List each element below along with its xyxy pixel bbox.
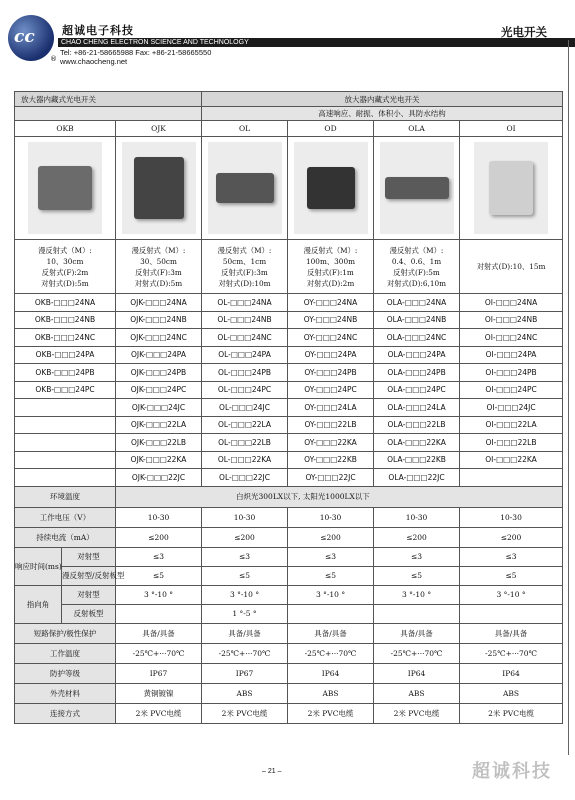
part-row [15,364,563,382]
range-line: 反射式(F):3m [221,267,268,277]
part-cell: OL-□□□22LB [202,434,288,452]
group-left-blank [15,107,202,121]
housing-material [15,683,563,703]
range-line: 漫反射式（M）: [217,245,272,255]
range-line: 反射式(F):3m [135,267,182,277]
model-okb: OKB [15,121,116,137]
spec-rows [15,507,563,723]
part-cell: OJK-□□□24JC [116,399,202,417]
part-cell: OI-□□□22LB [460,434,563,452]
range-line: 漫反射式（M）: [131,245,186,255]
range-line: 对射式(D):6,10m [386,278,447,288]
part-cell: OKB-□□□24PC [15,381,116,399]
part-cell: OJK-□□□24NB [116,311,202,329]
part-row [15,469,563,487]
part-cell: OKB-□□□24NB [15,311,116,329]
env-temp-value: 白炽光300LX以下, 太阳光1000LX以下 [116,486,563,507]
spec-table [14,91,563,724]
operating-temp-value: -25℃+···70℃ [116,643,202,663]
response-value: ≤3 [374,547,460,566]
voltage [15,507,563,527]
part-cell: OLA-□□□24LA [374,399,460,417]
response-sub-2: 漫反射型/反射板型 [62,566,116,585]
part-cell: OI-□□□24PB [460,364,563,382]
range-okb [15,240,116,294]
angle-value: 3 °-10 ° [460,585,563,604]
connection-value: 2米 PVC电缆 [460,703,563,723]
photo-oi [460,137,563,240]
part-cell: OL-□□□24NC [202,329,288,347]
response-value: ≤3 [288,547,374,566]
angle-sub-2: 反射板型 [62,604,116,623]
part-row [15,294,563,312]
housing-material-label: 外壳材料 [15,683,116,703]
part-cell: OLA-□□□22LB [374,416,460,434]
part-cell: OJK-□□□22JC [116,469,202,487]
voltage-value: 10-30 [116,507,202,527]
part-cell: OJK-□□□24PA [116,346,202,364]
ranges-row [15,240,563,294]
part-cell: OKB-□□□24PA [15,346,116,364]
part-cell: OI-□□□24NA [460,294,563,312]
protection [15,623,563,643]
photo-ojk [116,137,202,240]
part-cell: OI-□□□24JC [460,399,563,417]
photo-ol [202,137,288,240]
part-cell: OY-□□□22JC [288,469,374,487]
housing-material-value: ABS [202,683,288,703]
angle-value [288,604,374,623]
operating-temp-value: -25℃+···70℃ [288,643,374,663]
range-ol [202,240,288,294]
part-cell: OKB-□□□24NC [15,329,116,347]
range-line: 漫反射式（M）: [303,245,358,255]
part-cell [15,399,116,417]
sensor-shape [385,177,449,199]
connection-label: 连接方式 [15,703,116,723]
part-cell [15,451,116,469]
product-image [122,142,196,234]
response-sub-1: 对射型 [62,547,116,566]
response-value: ≤5 [460,566,563,585]
current [15,527,563,547]
right-rule [568,40,569,755]
range-line: 对射式(D):5m [134,278,183,288]
ip-rating-value: IP67 [202,663,288,683]
ip-rating-value: IP64 [288,663,374,683]
connection-value: 2米 PVC电缆 [202,703,288,723]
operating-temp-label: 工作温度 [15,643,116,663]
part-cell [15,469,116,487]
page-header [0,0,575,70]
ip-rating-value: IP64 [374,663,460,683]
part-cell: OY-□□□24NA [288,294,374,312]
voltage-value: 10-30 [288,507,374,527]
part-row [15,329,563,347]
sensor-shape [134,157,184,219]
connection-value: 2米 PVC电缆 [116,703,202,723]
part-cell: OJK-□□□22LB [116,434,202,452]
range-ola [374,240,460,294]
part-cell: OL-□□□24NB [202,311,288,329]
angle-value: 3 °-10 ° [288,585,374,604]
angle-value [460,604,563,623]
protection-value: 具备/具备 [288,623,374,643]
part-cell: OLA-□□□24NB [374,311,460,329]
response-value: ≤5 [116,566,202,585]
connection-value: 2米 PVC电缆 [374,703,460,723]
part-cell: OLA-□□□22KB [374,451,460,469]
connection-value: 2米 PVC电缆 [288,703,374,723]
part-row [15,399,563,417]
model-od: OD [288,121,374,137]
range-line: 对射式(D):10m [218,278,271,288]
part-cell: OLA-□□□24NC [374,329,460,347]
angle-row-1 [15,585,563,604]
part-cell: OL-□□□24PA [202,346,288,364]
current-value: ≤200 [116,527,202,547]
voltage-value: 10-30 [202,507,288,527]
range-line: 漫反射式（M）: [389,245,444,255]
response-value: ≤3 [460,547,563,566]
part-row [15,381,563,399]
response-value: ≤5 [374,566,460,585]
photos-row [15,137,563,240]
range-line: 10、30cm [46,256,84,266]
sensor-shape [38,166,92,210]
part-cell: OJK-□□□24NA [116,294,202,312]
part-cell: OI-□□□24PA [460,346,563,364]
photo-od [288,137,374,240]
part-cell: OY-□□□24NC [288,329,374,347]
part-cell: OLA-□□□24NA [374,294,460,312]
angle-value [116,604,202,623]
part-cell [15,416,116,434]
part-number-rows [15,294,563,487]
part-cell: OY-□□□24NB [288,311,374,329]
product-image [380,142,454,234]
part-cell: OLA-□□□22JC [374,469,460,487]
part-cell: OL-□□□24PC [202,381,288,399]
range-oi [460,240,563,294]
part-cell [460,469,563,487]
part-cell: OJK-□□□22LA [116,416,202,434]
sensor-shape [307,167,355,209]
part-cell: OJK-□□□24NC [116,329,202,347]
part-cell: OLA-□□□22KA [374,434,460,452]
part-cell: OY-□□□22KB [288,451,374,469]
operating-temp-value: -25℃+···70℃ [202,643,288,663]
product-image [474,142,548,234]
company-name-cn: 超诚电子科技 [62,24,134,37]
part-row [15,311,563,329]
env-temp-label: 环境温度 [15,486,116,507]
response-value: ≤5 [202,566,288,585]
part-cell: OL-□□□24NA [202,294,288,312]
part-cell: OI-□□□22KA [460,451,563,469]
voltage-label: 工作电压（V） [15,507,116,527]
operating-temp-value: -25℃+···70℃ [460,643,563,663]
part-row [15,416,563,434]
angle-label: 指向角 [15,585,62,623]
part-cell: OKB-□□□24NA [15,294,116,312]
model-oi: OI [460,121,563,137]
model-ol: OL [202,121,288,137]
current-value: ≤200 [460,527,563,547]
part-cell: OI-□□□24PC [460,381,563,399]
models-row [15,121,563,137]
page-title: 光电开关 [501,25,547,39]
website: www.chaocheng.net [60,57,128,66]
angle-row-2 [15,604,563,623]
protection-value: 具备/具备 [374,623,460,643]
sensor-shape [216,173,274,203]
range-line: 30、50cm [140,256,177,266]
range-line: 对射式(D):10、15m [476,262,546,271]
response-row-1 [15,547,563,566]
page-number: – 21 – [262,768,282,775]
watermark: 超诚科技 [472,761,552,782]
part-row [15,434,563,452]
part-row [15,346,563,364]
contact-info [60,48,211,66]
photo-okb [15,137,116,240]
company-name-bar [58,38,575,47]
part-cell: OL-□□□22LA [202,416,288,434]
angle-value: 3 °-10 ° [374,585,460,604]
part-cell: OL-□□□24JC [202,399,288,417]
ip-rating-value: IP64 [460,663,563,683]
housing-material-value: ABS [460,683,563,703]
protection-value: 具备/具备 [460,623,563,643]
response-value: ≤3 [116,547,202,566]
range-line: 50cm、1cm [222,256,267,266]
angle-value: 1 °-5 ° [202,604,288,623]
current-value: ≤200 [288,527,374,547]
connection [15,703,563,723]
group-left-title: 放大器内藏式光电开关 [15,92,202,107]
part-cell: OLA-□□□24PB [374,364,460,382]
part-cell: OL-□□□24PB [202,364,288,382]
voltage-value: 10-30 [460,507,563,527]
angle-value [374,604,460,623]
part-cell: OI-□□□24NC [460,329,563,347]
housing-material-value: ABS [374,683,460,703]
part-cell: OI-□□□24NB [460,311,563,329]
product-image [28,142,102,234]
part-cell: OL-□□□22JC [202,469,288,487]
range-line: 反射式(F):1m [307,267,354,277]
photo-ola [374,137,460,240]
housing-material-value: ABS [288,683,374,703]
voltage-value: 10-30 [374,507,460,527]
operating-temp-value: -25℃+···70℃ [374,643,460,663]
part-cell: OY-□□□24PA [288,346,374,364]
tel-fax: Tel: +86-21-58665988 Fax: +86-21-58665550 [60,48,212,57]
group-right-title: 放大器内藏式光电开关 [202,92,563,107]
protection-label: 短路保护/极性保护 [15,623,116,643]
response-value: ≤5 [288,566,374,585]
ip-rating-value: IP67 [116,663,202,683]
part-cell: OL-□□□22KA [202,451,288,469]
part-cell [15,434,116,452]
model-ojk: OJK [116,121,202,137]
range-line: 0.4、0.6、1m [391,256,442,266]
part-row [15,451,563,469]
model-ola: OLA [374,121,460,137]
part-cell: OJK-□□□24PB [116,364,202,382]
group-subtitle: 高速响应、耐振、体积小、具防水结构 [202,107,563,121]
range-line: 100m、300m [306,256,356,266]
current-value: ≤200 [374,527,460,547]
housing-material-value: 黄铜镀镍 [116,683,202,703]
part-cell: OY-□□□22LB [288,416,374,434]
angle-value: 3 °-10 ° [202,585,288,604]
operating-temp [15,643,563,663]
part-cell: OY-□□□24LA [288,399,374,417]
part-cell: OY-□□□24PC [288,381,374,399]
product-image [208,142,282,234]
ip-rating [15,663,563,683]
range-od [288,240,374,294]
range-line: 对射式(D):5m [41,278,89,288]
current-value: ≤200 [202,527,288,547]
response-row-2 [15,566,563,585]
response-value: ≤3 [202,547,288,566]
product-image [294,142,368,234]
part-cell: OY-□□□22KA [288,434,374,452]
registered-mark: ® [50,55,57,63]
sensor-shape [489,161,533,215]
part-cell: OLA-□□□24PC [374,381,460,399]
range-line: 对射式(D):2m [306,278,355,288]
current-label: 持续电流（mA） [15,527,116,547]
part-cell: OJK-□□□22KA [116,451,202,469]
range-line: 反射式(F):2m [41,267,89,277]
part-cell: OY-□□□24PB [288,364,374,382]
part-cell: OKB-□□□24PB [15,364,116,382]
part-cell: OI-□□□22LA [460,416,563,434]
ip-rating-label: 防护等级 [15,663,116,683]
range-ojk [116,240,202,294]
range-line: 反射式(F):5m [393,267,440,277]
range-line: 漫反射式（M）: [38,245,92,255]
part-cell: OJK-□□□24PC [116,381,202,399]
angle-sub-1: 对射型 [62,585,116,604]
company-name-en: CHAO CHENG ELECTRON SCIENCE AND TECHNOLOGY [61,39,249,46]
part-cell: OLA-□□□24PA [374,346,460,364]
protection-value: 具备/具备 [116,623,202,643]
protection-value: 具备/具备 [202,623,288,643]
angle-value: 3 °-10 ° [116,585,202,604]
company-logo: cc [8,15,54,61]
response-label: 响应时间(ms) [15,547,62,585]
